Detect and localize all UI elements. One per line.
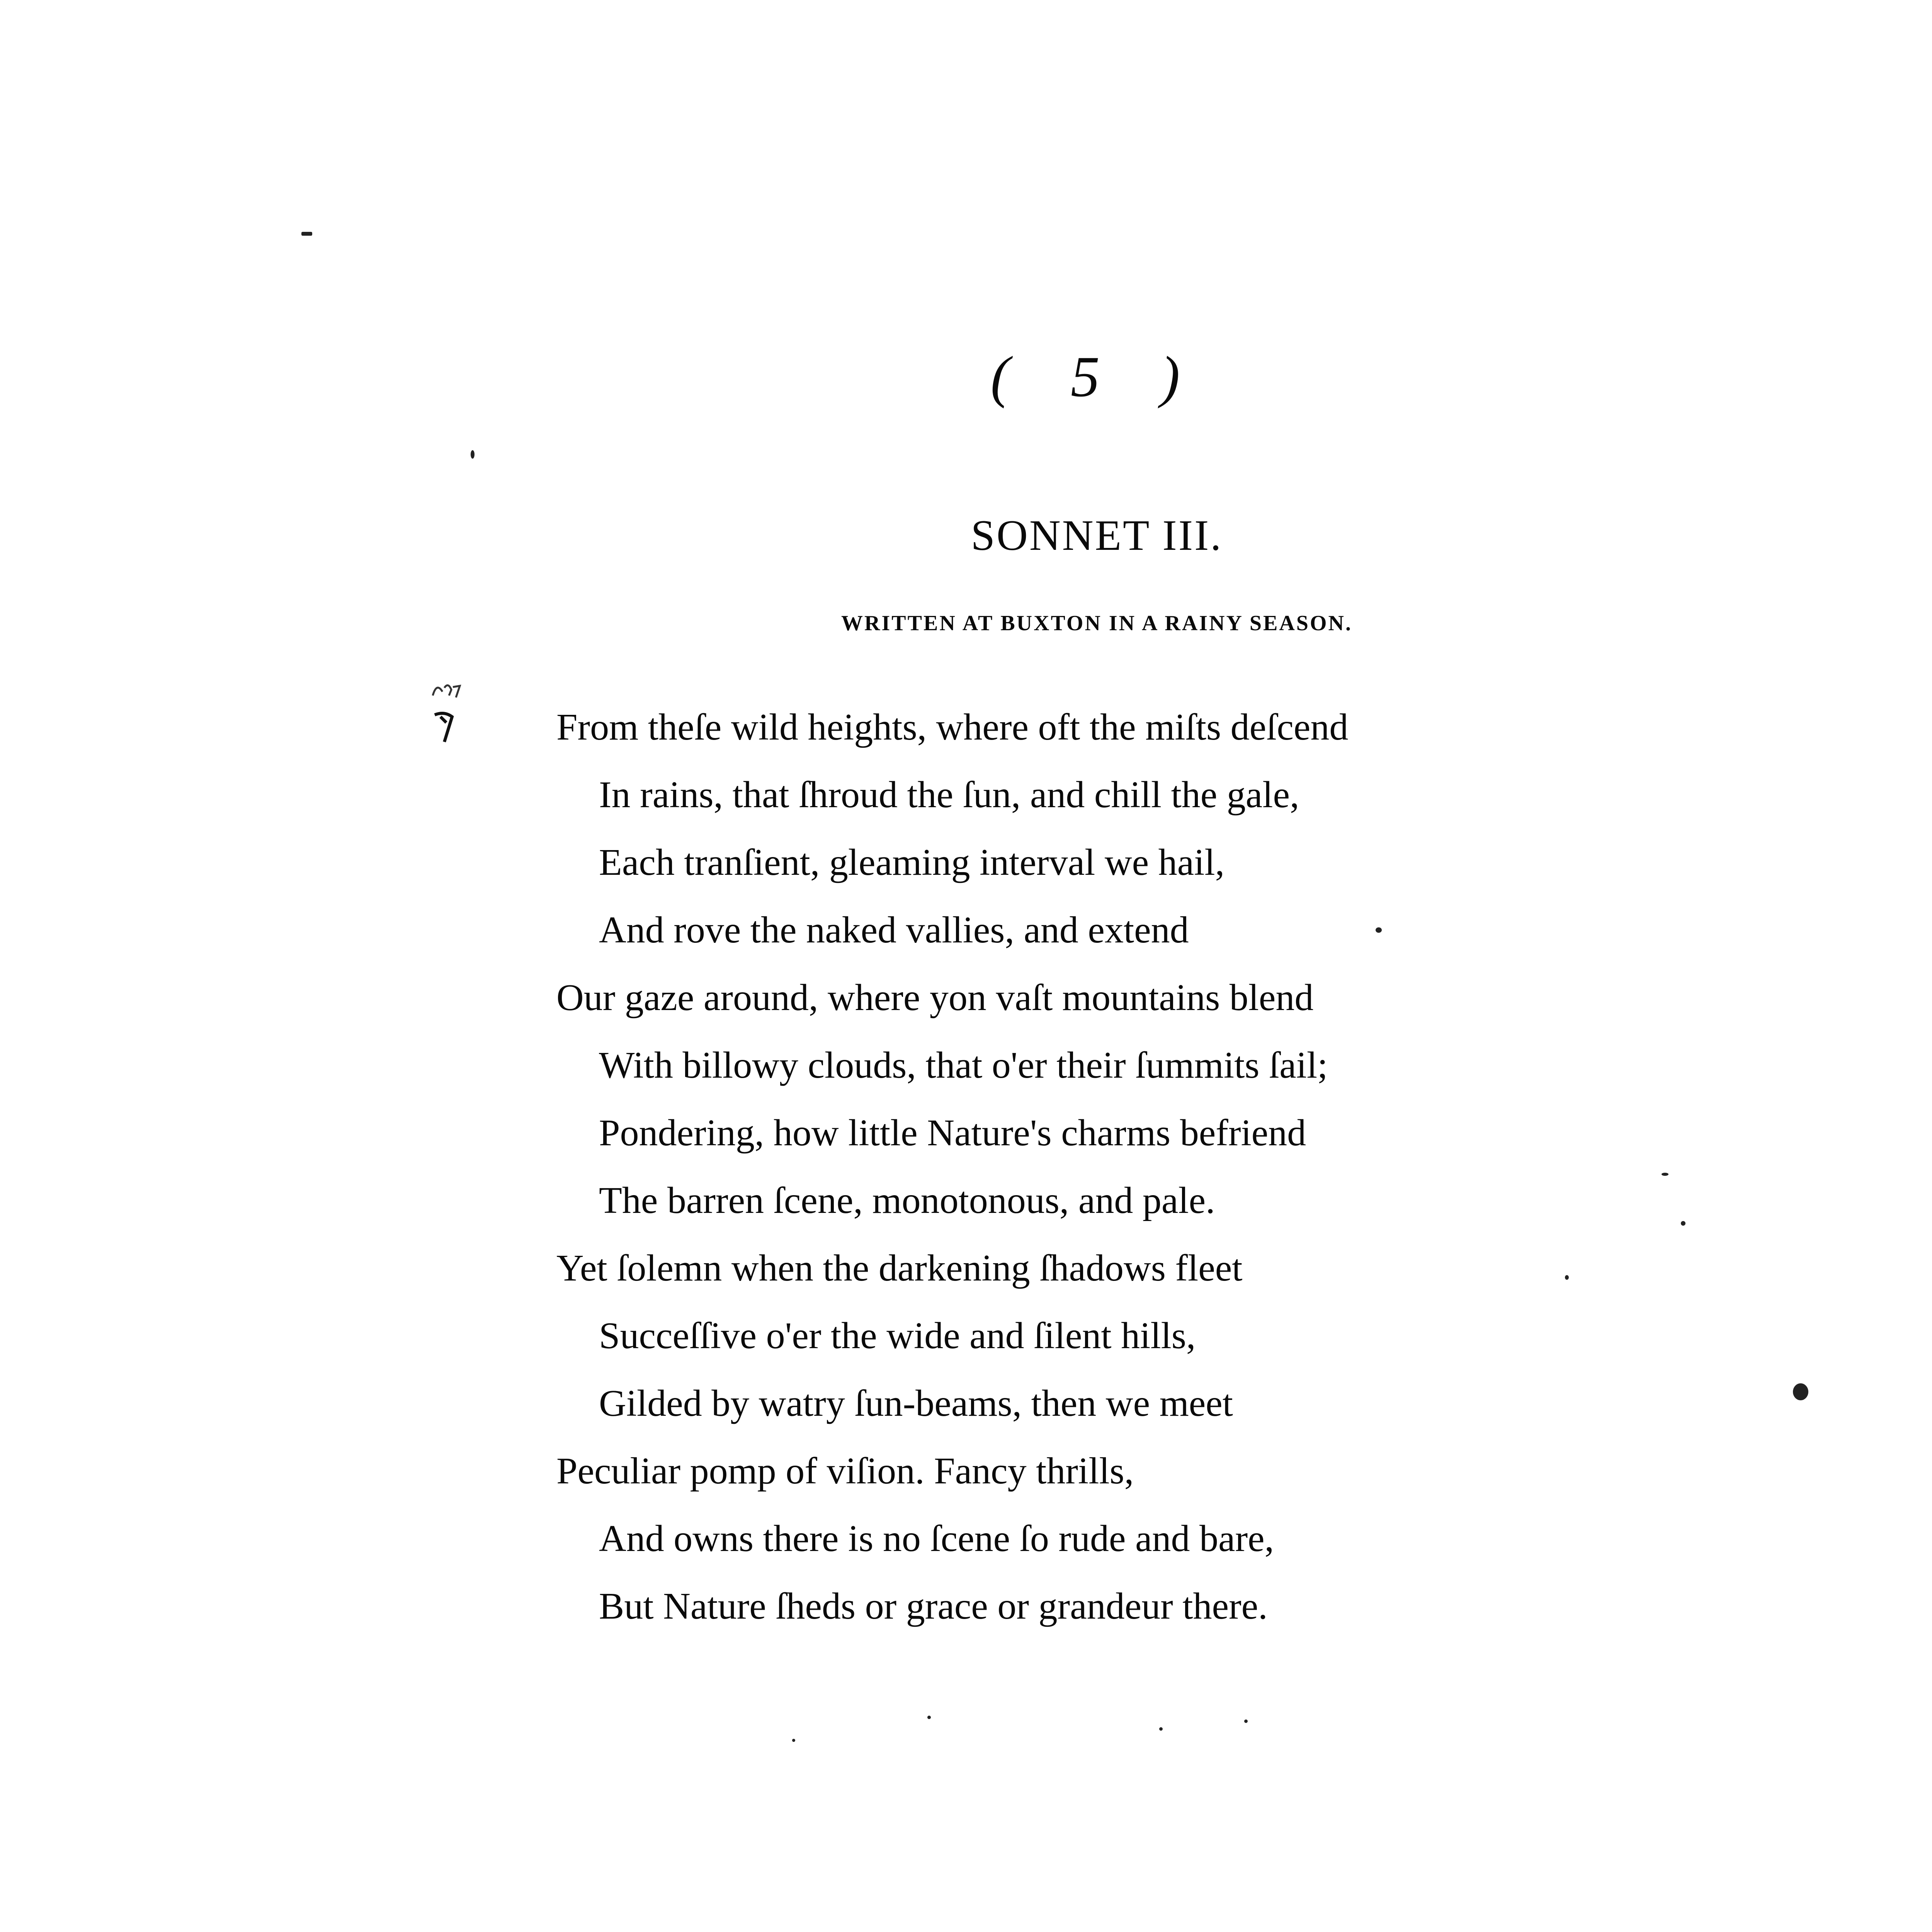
print-speck bbox=[1565, 1275, 1569, 1280]
print-speck bbox=[1793, 1383, 1808, 1400]
print-speck bbox=[471, 450, 474, 459]
poem-line: With billowy clouds, that o'er their ſummits ſail; bbox=[599, 1044, 1328, 1086]
poem-line: From theſe wild heights, where oft the miſts deſcend bbox=[556, 706, 1349, 748]
print-speck bbox=[1376, 927, 1382, 933]
sonnet-subtitle: WRITTEN AT BUXTON IN A RAINY SEASON. bbox=[841, 611, 1352, 635]
poem-line: Gilded by watry ſun-beams, then we meet bbox=[599, 1383, 1233, 1424]
poem-line: Pondering, how little Nature's charms befriend bbox=[599, 1112, 1306, 1154]
sonnet-title: SONNET III. bbox=[971, 512, 1223, 560]
poem-line: And owns there is no ſcene ſo rude and bare, bbox=[599, 1518, 1274, 1560]
poem-body bbox=[556, 694, 1600, 1640]
print-speck bbox=[1244, 1719, 1248, 1723]
print-speck bbox=[1159, 1727, 1163, 1731]
handwritten-margin-mark bbox=[429, 680, 464, 750]
print-speck bbox=[301, 232, 312, 236]
poem-line: Yet ſolemn when the darkening ſhadows fleet bbox=[556, 1247, 1243, 1289]
poem-line: But Nature ſheds or grace or grandeur there. bbox=[599, 1585, 1268, 1627]
print-speck bbox=[792, 1739, 795, 1742]
poem-line: The barren ſcene, monotonous, and pale. bbox=[599, 1180, 1215, 1221]
poem-line: In rains, that ſhroud the ſun, and chill the gale, bbox=[599, 774, 1299, 816]
print-speck bbox=[927, 1716, 931, 1719]
poem-line: Succeſſive o'er the wide and ſilent hills, bbox=[599, 1315, 1196, 1357]
poem-line: Each tranſient, gleaming interval we hail, bbox=[599, 842, 1225, 883]
poem-line: Peculiar pomp of viſion. Fancy thrills, bbox=[556, 1450, 1134, 1492]
poem-line: And rove the naked vallies, and extend bbox=[599, 909, 1189, 951]
print-speck bbox=[1681, 1221, 1685, 1226]
print-speck bbox=[1662, 1173, 1668, 1176]
page-number: ( 5 ) bbox=[990, 345, 1203, 409]
poem-line: Our gaze around, where yon vaſt mountains blend bbox=[556, 977, 1314, 1019]
